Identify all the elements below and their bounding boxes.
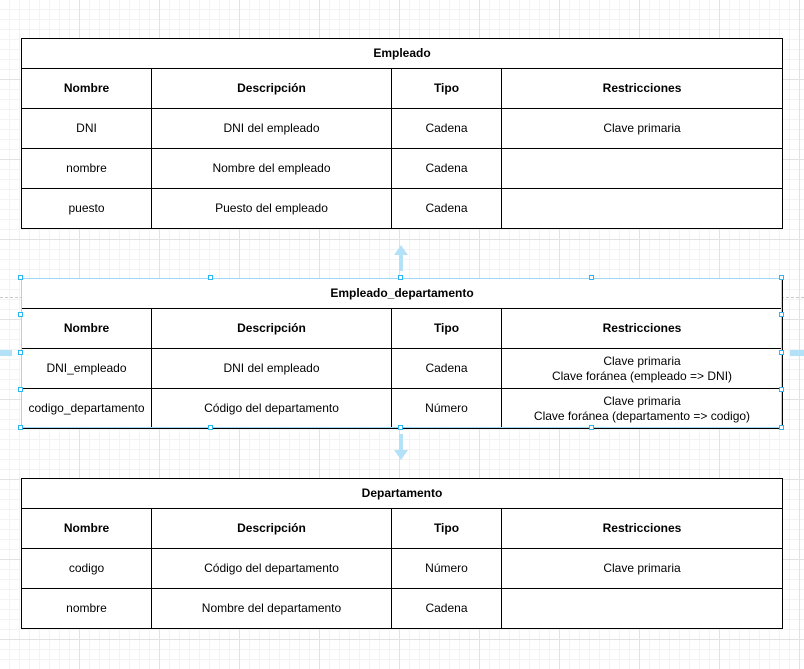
cell-descripcion: Nombre del empleado (152, 149, 392, 189)
cell-restricciones (502, 189, 783, 229)
column-header: Descripción (152, 69, 392, 109)
column-header: Nombre (22, 509, 152, 549)
column-header: Tipo (392, 309, 502, 349)
table-title: Empleado (22, 39, 783, 69)
move-down-arrow-icon[interactable] (394, 434, 408, 460)
table-row (22, 149, 783, 189)
cell-restricciones (502, 109, 783, 149)
column-header: Tipo (392, 509, 502, 549)
cell-tipo: Cadena (392, 149, 502, 189)
resize-handle[interactable] (779, 425, 784, 430)
table-empleado[interactable] (21, 38, 783, 229)
column-header: Restricciones (502, 309, 783, 349)
table-row (22, 549, 783, 589)
restriction-line: Clave primaria (603, 121, 681, 135)
cell-nombre: codigo (22, 549, 152, 589)
table-row (22, 189, 783, 229)
resize-handle[interactable] (589, 425, 594, 430)
move-up-arrow-icon[interactable] (394, 245, 408, 271)
table-departamento[interactable] (21, 478, 783, 629)
table-row (22, 109, 783, 149)
cell-restricciones (502, 349, 783, 389)
table-empleado-departamento[interactable] (21, 278, 783, 429)
cell-tipo: Número (392, 549, 502, 589)
cell-descripcion: Puesto del empleado (152, 189, 392, 229)
column-header: Restricciones (502, 509, 783, 549)
cell-descripcion: Nombre del departamento (152, 589, 392, 629)
cell-tipo: Cadena (392, 349, 502, 389)
cell-restricciones (502, 389, 783, 429)
cell-descripcion: Código del departamento (152, 389, 392, 429)
column-header: Nombre (22, 309, 152, 349)
resize-handle[interactable] (779, 312, 784, 317)
resize-handle[interactable] (589, 275, 594, 280)
resize-handle[interactable] (398, 425, 403, 430)
move-left-arrow-icon[interactable] (0, 350, 12, 356)
resize-handle[interactable] (208, 425, 213, 430)
resize-handle[interactable] (779, 275, 784, 280)
restriction-line: Clave foránea (empleado => DNI) (551, 368, 733, 383)
table-row (22, 589, 783, 629)
cell-nombre: DNI_empleado (22, 349, 152, 389)
cell-descripcion: DNI del empleado (152, 349, 392, 389)
cell-tipo: Número (392, 389, 502, 429)
cell-restricciones (502, 549, 783, 589)
cell-nombre: DNI (22, 109, 152, 149)
table-title: Empleado_departamento (22, 279, 783, 309)
cell-nombre: nombre (22, 149, 152, 189)
resize-handle[interactable] (18, 312, 23, 317)
resize-handle[interactable] (18, 275, 23, 280)
column-header: Tipo (392, 69, 502, 109)
resize-handle[interactable] (18, 387, 23, 392)
cell-descripcion: DNI del empleado (152, 109, 392, 149)
column-header: Descripción (152, 509, 392, 549)
resize-handle[interactable] (208, 275, 213, 280)
move-right-arrow-icon[interactable] (790, 350, 804, 356)
resize-handle[interactable] (398, 275, 403, 280)
cell-descripcion: Código del departamento (152, 549, 392, 589)
resize-handle[interactable] (18, 425, 23, 430)
restriction-line: Clave primaria (603, 353, 681, 368)
column-header: Descripción (152, 309, 392, 349)
restriction-line: Clave primaria (603, 561, 681, 575)
table-row (22, 389, 783, 429)
restriction-line: Clave foránea (departamento => codigo) (533, 408, 751, 423)
table-row (22, 349, 783, 389)
cell-restricciones (502, 149, 783, 189)
cell-nombre: nombre (22, 589, 152, 629)
cell-nombre: puesto (22, 189, 152, 229)
table-title: Departamento (22, 479, 783, 509)
resize-handle[interactable] (779, 387, 784, 392)
resize-handle[interactable] (779, 350, 784, 355)
cell-nombre: codigo_departamento (22, 389, 152, 429)
cell-tipo: Cadena (392, 109, 502, 149)
column-header: Nombre (22, 69, 152, 109)
cell-tipo: Cadena (392, 589, 502, 629)
cell-restricciones (502, 589, 783, 629)
cell-tipo: Cadena (392, 189, 502, 229)
column-header: Restricciones (502, 69, 783, 109)
resize-handle[interactable] (18, 350, 23, 355)
restriction-line: Clave primaria (603, 393, 681, 408)
